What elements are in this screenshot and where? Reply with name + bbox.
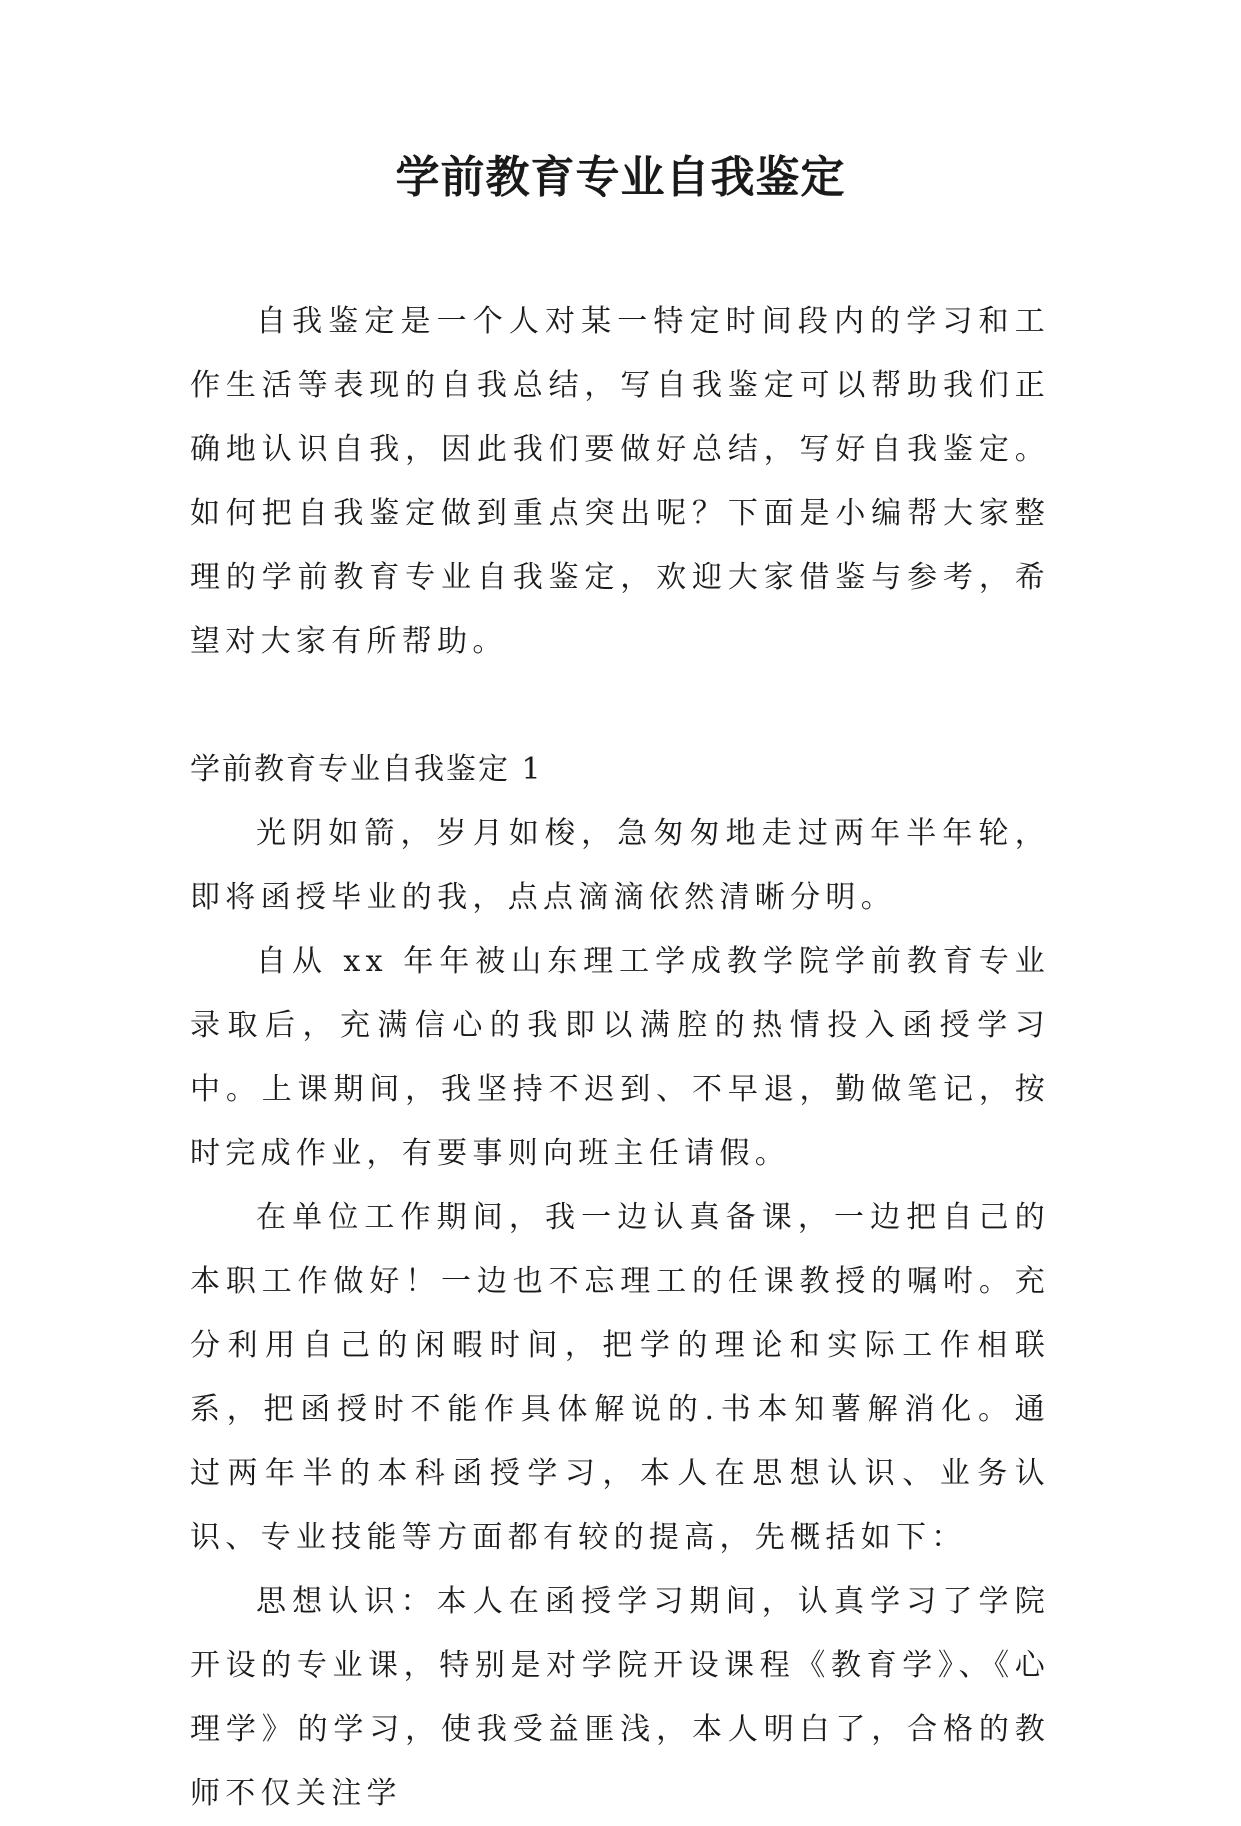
body-paragraph-3: 在单位工作期间，我一边认真备课，一边把自己的本职工作做好！一边也不忘理工的任课教授的嘱咐。充分利用自己的闲暇时间，把学的理论和实际工作相联系，把函授时不能作具体解说的.书本知薯解消化。通过两年半的本科函授学习，本人在思想认识、业务认识、专业技能等方面都有较的提高，先概括如下： (190, 1200, 1050, 1555)
document-title: 学前教育专业自我鉴定 (395, 152, 846, 203)
body-paragraph-4: 思想认识：本人在函授学习期间，认真学习了学院开设的专业课，特别是对学院开设课程《教育学》、《心理学》的学习，使我受益匪浅，本人明白了，合格的教师不仅关注学 (190, 1584, 1050, 1811)
body-paragraph-2: 自从 xx 年年被山东理工学成教学院学前教育专业录取后，充满信心的我即以满腔的热情投入函授学习中。上课期间，我坚持不迟到、不早退，勤做笔记，按时完成作业，有要事则向班主任请假。 (190, 944, 1050, 1171)
body-paragraph-1: 光阴如箭，岁月如梭，急匆匆地走过两年半年轮，即将函授毕业的我，点点滴滴依然清晰分明。 (190, 816, 1050, 915)
spacer (190, 674, 1050, 738)
section-heading: 学前教育专业自我鉴定 1 (190, 752, 543, 787)
intro-paragraph: 自我鉴定是一个人对某一特定时间段内的学习和工作生活等表现的自我总结，写自我鉴定可以帮助我们正确地认识自我，因此我们要做好总结，写好自我鉴定。如何把自我鉴定做到重点突出呢？下面是小编帮大家整理的学前教育专业自我鉴定，欢迎大家借鉴与参考，希望对大家有所帮助。 (190, 304, 1050, 659)
document-body (190, 290, 1050, 1826)
